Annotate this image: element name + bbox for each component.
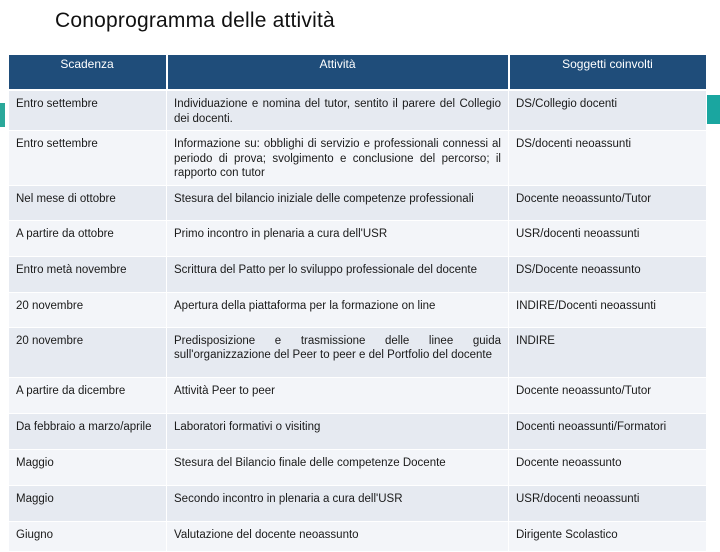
header-scadenza: Scadenza: [9, 55, 167, 90]
cell-soggetti: Docente neoassunto/Tutor: [509, 377, 707, 413]
cell-soggetti: INDIRE/Docenti neoassunti: [509, 292, 707, 327]
table-row: [9, 413, 707, 449]
cell-scadenza: Entro settembre: [9, 90, 167, 131]
table-row: [9, 185, 707, 220]
cell-soggetti: INDIRE: [509, 327, 707, 377]
cell-attivita: Attività Peer to peer: [167, 377, 509, 413]
activity-schedule-table: [8, 55, 708, 552]
cell-soggetti: USR/docenti neoassunti: [509, 485, 707, 521]
cell-attivita: Scrittura del Patto per lo sviluppo professionale del docente: [167, 256, 509, 292]
cell-attivita: Apertura della piattaforma per la formazione on line: [167, 292, 509, 327]
cell-soggetti: Docenti neoassunti/Formatori: [509, 413, 707, 449]
cell-scadenza: A partire da ottobre: [9, 220, 167, 256]
table-row: [9, 256, 707, 292]
table-header-row: [9, 55, 707, 90]
cell-scadenza: Nel mese di ottobre: [9, 185, 167, 220]
cell-scadenza: Da febbraio a marzo/aprile: [9, 413, 167, 449]
cell-attivita: Predisposizione e trasmissione delle linee guida sull'organizzazione del Peer to peer e del Portfolio del docente: [167, 327, 509, 377]
cell-soggetti: Docente neoassunto: [509, 449, 707, 485]
cell-attivita: Stesura del Bilancio finale delle competenze Docente: [167, 449, 509, 485]
cell-soggetti: USR/docenti neoassunti: [509, 220, 707, 256]
header-attivita: Attività: [167, 55, 509, 90]
cell-soggetti: DS/Collegio docenti: [509, 90, 707, 131]
cell-soggetti: Dirigente Scolastico: [509, 521, 707, 551]
table-row: [9, 327, 707, 377]
cell-soggetti: DS/docenti neoassunti: [509, 131, 707, 186]
cell-attivita: Individuazione e nomina del tutor, sentito il parere del Collegio dei docenti.: [167, 90, 509, 131]
cell-soggetti: Docente neoassunto/Tutor: [509, 185, 707, 220]
cell-scadenza: A partire da dicembre: [9, 377, 167, 413]
table-row: [9, 377, 707, 413]
cell-attivita: Valutazione del docente neoassunto: [167, 521, 509, 551]
table-row: [9, 292, 707, 327]
table-row: [9, 449, 707, 485]
cell-soggetti: DS/Docente neoassunto: [509, 256, 707, 292]
cell-scadenza: 20 novembre: [9, 327, 167, 377]
table-row: [9, 485, 707, 521]
table-row: [9, 131, 707, 186]
left-accent-bar: [0, 103, 5, 127]
table-row: [9, 220, 707, 256]
table-row: [9, 521, 707, 551]
cell-attivita: Laboratori formativi o visiting: [167, 413, 509, 449]
table-row: [9, 90, 707, 131]
right-accent-bar: [707, 95, 720, 124]
header-soggetti: Soggetti coinvolti: [509, 55, 707, 90]
cell-attivita: Secondo incontro in plenaria a cura dell'USR: [167, 485, 509, 521]
cell-scadenza: Entro settembre: [9, 131, 167, 186]
cell-scadenza: Giugno: [9, 521, 167, 551]
cell-attivita: Informazione su: obblighi di servizio e professionali connessi al periodo di prova; svolgimento e conclusione del percorso; il rapporto con tutor: [167, 131, 509, 186]
cell-scadenza: Entro metà novembre: [9, 256, 167, 292]
cell-attivita: Stesura del bilancio iniziale delle competenze professionali: [167, 185, 509, 220]
cell-scadenza: 20 novembre: [9, 292, 167, 327]
cell-scadenza: Maggio: [9, 449, 167, 485]
cell-attivita: Primo incontro in plenaria a cura dell'USR: [167, 220, 509, 256]
page-title: Conoprogramma delle attività: [55, 9, 335, 32]
cell-scadenza: Maggio: [9, 485, 167, 521]
